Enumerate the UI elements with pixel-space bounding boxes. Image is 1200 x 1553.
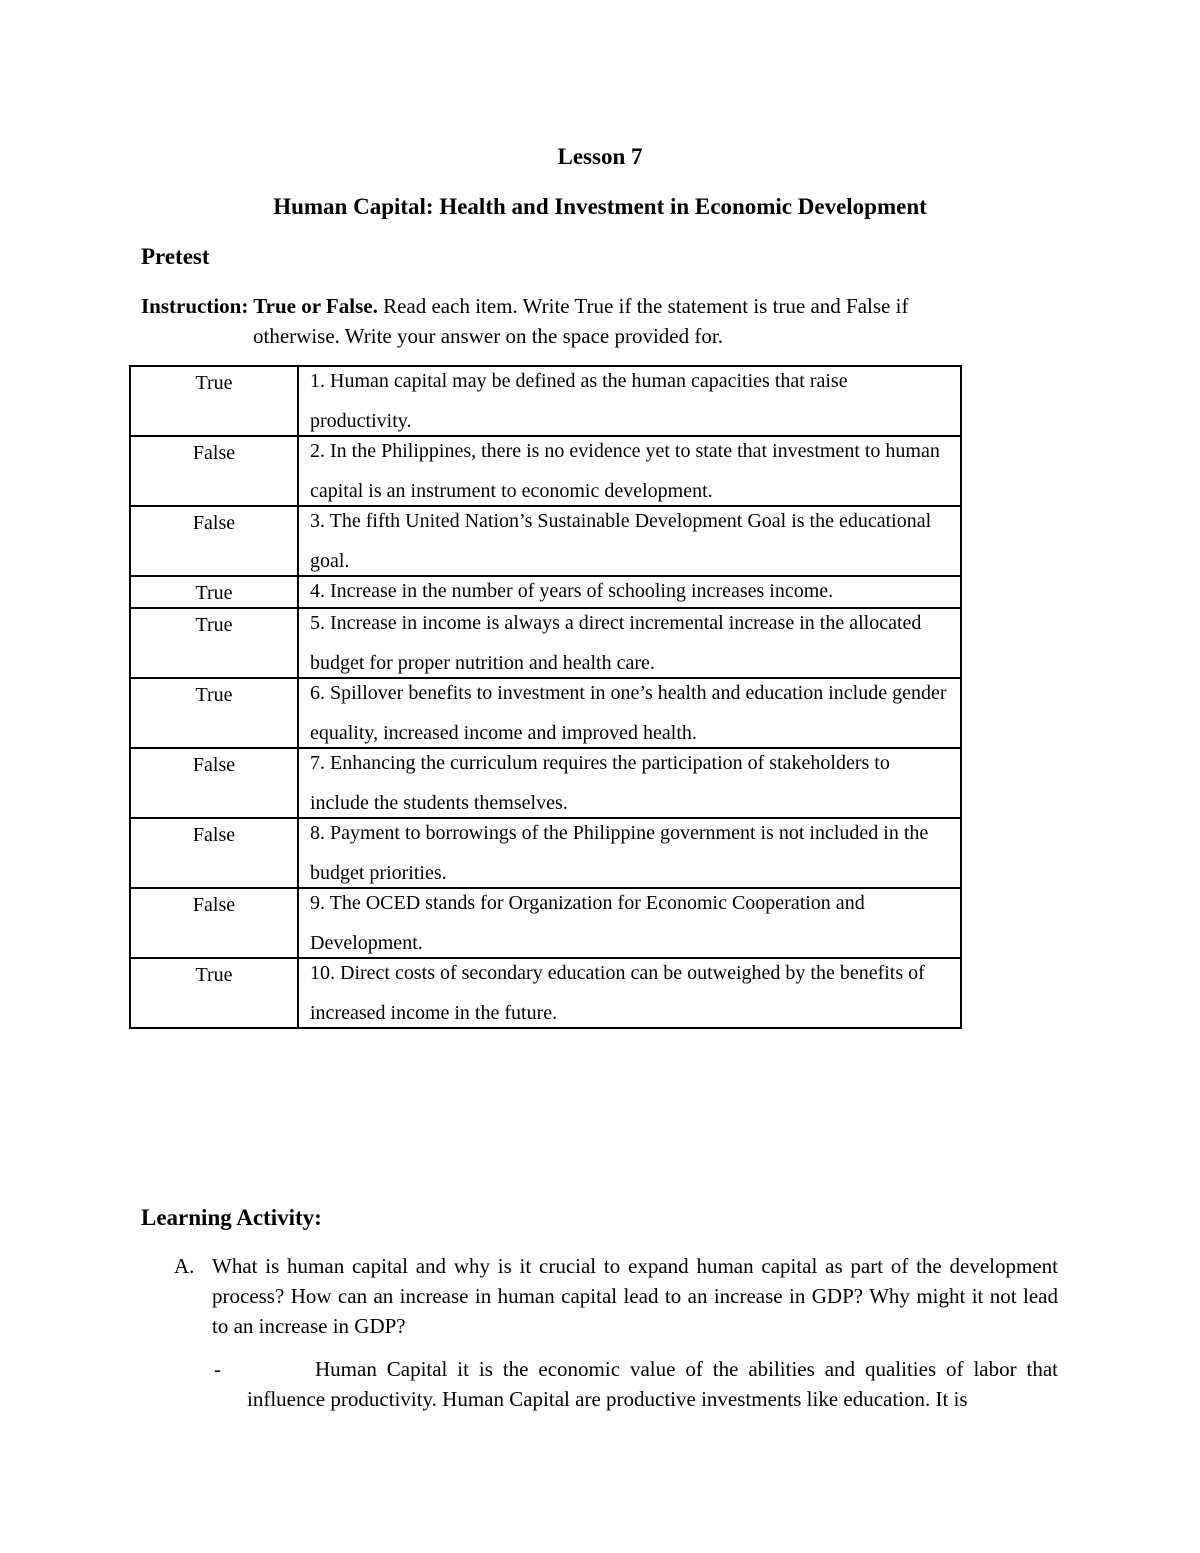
statement-cell (298, 888, 961, 958)
statement-cell (298, 506, 961, 576)
learning-activity-heading: Learning Activity: (141, 1205, 322, 1230)
statement-text: 9. The OCED stands for Organization for Economic Cooperation and Development. (310, 892, 865, 954)
question-text: What is human capital and why is it crucial to expand human capital as part of the development process? How can an increase in human capital lead to an increase in GDP? Why might it not lead to an increase in GDP? (212, 1254, 1058, 1338)
statement-cell (298, 608, 961, 678)
answer-dash: - (214, 1357, 221, 1381)
table-row (130, 366, 961, 436)
statement-text: 1. Human capital may be defined as the human capacities that raise productivity. (310, 370, 848, 432)
statement-text: 5. Increase in income is always a direct incremental increase in the allocated budget for proper nutrition and health care. (310, 612, 922, 674)
true-false-table (129, 365, 962, 1029)
statement-cell (298, 436, 961, 506)
answer-cell: False (130, 436, 298, 506)
table-row (130, 506, 961, 576)
statement-cell (298, 678, 961, 748)
instruction-paragraph (141, 291, 1021, 351)
statement-cell (298, 366, 961, 436)
answer-cell: True (130, 576, 298, 608)
statement-cell (298, 958, 961, 1028)
statement-cell (298, 818, 961, 888)
lesson-title: Human Capital: Health and Investment in Economic Development (273, 194, 927, 219)
answer-cell: True (130, 958, 298, 1028)
statement-text: 6. Spillover benefits to investment in one’s health and education include gender equality, increased income and improved health. (310, 682, 947, 744)
statement-cell (298, 748, 961, 818)
question-letter: A. (174, 1254, 195, 1278)
answer-cell: False (130, 748, 298, 818)
table-row (130, 888, 961, 958)
table-row (130, 748, 961, 818)
lesson-number: Lesson 7 (557, 144, 643, 169)
question-a (174, 1251, 1058, 1341)
statement-text: 2. In the Philippines, there is no evidence yet to state that investment to human capital is an instrument to economic development. (310, 440, 940, 502)
statement-text: 8. Payment to borrowings of the Philippine government is not included in the budget priorities. (310, 822, 929, 884)
answer-cell: False (130, 818, 298, 888)
pretest-heading: Pretest (141, 244, 210, 269)
answer-cell: True (130, 608, 298, 678)
instruction-text-line1: Read each item. Write True if the statement is true and False if (377, 294, 909, 318)
statement-text: 7. Enhancing the curriculum requires the participation of stakeholders to include the students themselves. (310, 752, 890, 814)
statement-text: 10. Direct costs of secondary education can be outweighed by the benefits of increased income in the future. (310, 962, 925, 1024)
statement-text: 4. Increase in the number of years of schooling increases income. (310, 580, 834, 602)
answer-text: Human Capital it is the economic value of the abilities and qualities of labor that influence productivity. Human Capital are productive investments like education. It is (247, 1357, 1058, 1411)
answer-cell: False (130, 506, 298, 576)
answer-cell: False (130, 888, 298, 958)
answer-cell: True (130, 366, 298, 436)
table-row (130, 678, 961, 748)
instruction-label: Instruction: True or False. (141, 294, 378, 318)
table-row (130, 608, 961, 678)
answer-paragraph (214, 1354, 1058, 1414)
answer-cell: True (130, 678, 298, 748)
table-row (130, 436, 961, 506)
statement-text: 3. The fifth United Nation’s Sustainable Development Goal is the educational goal. (310, 510, 932, 572)
table-row (130, 958, 961, 1028)
table-row (130, 818, 961, 888)
instruction-text-line2: otherwise. Write your answer on the space provided for. (253, 324, 723, 348)
